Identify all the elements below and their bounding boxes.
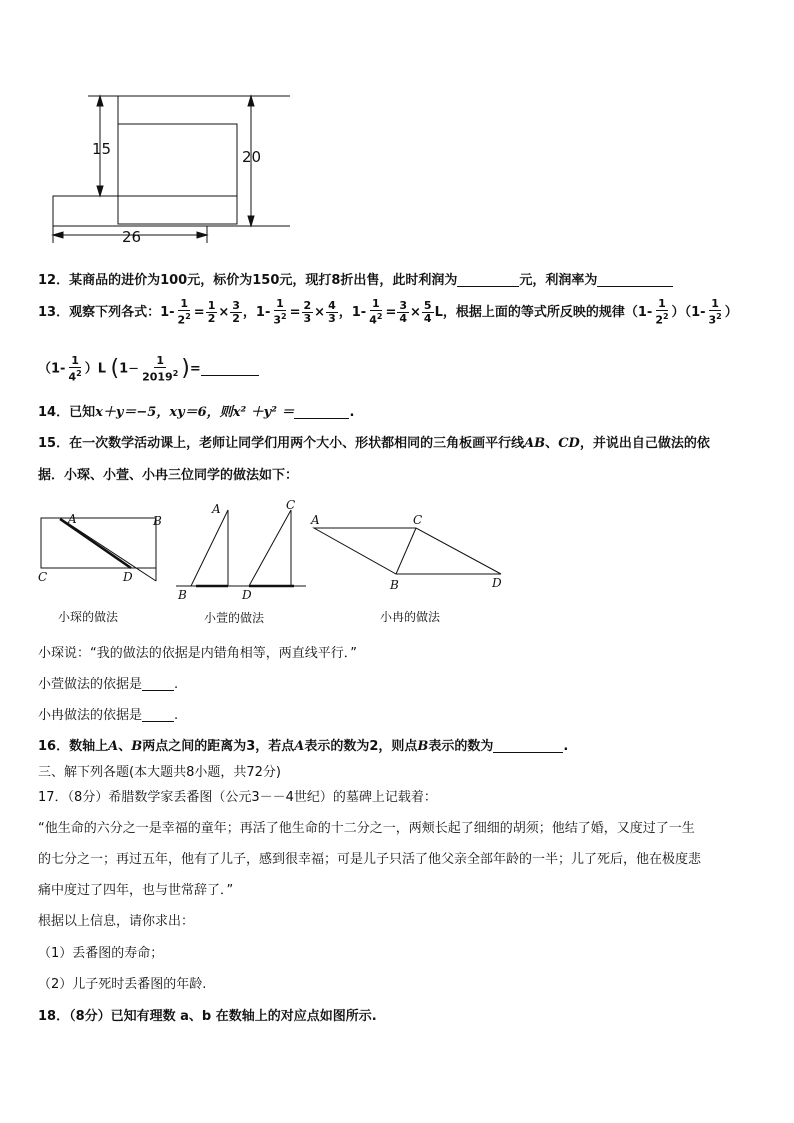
q17-sub-2: （2）儿子死时丢番图的年龄. [38, 977, 207, 992]
q12-blank-profit[interactable] [457, 272, 519, 287]
xuan-basis-blank[interactable] [142, 676, 174, 691]
fraction: $\frac{1}{4^2}$ [369, 297, 383, 327]
fraction: $\frac{3}{2}$ [232, 299, 240, 325]
caption-ran: 小冉的做法 [380, 610, 441, 624]
fraction: $\frac{3}{4}$ [399, 299, 407, 325]
dim-20-label: 20 [242, 148, 262, 166]
question-16: 16．数轴上A、B两点之间的距离为3，若点A表示的数为2，则点B表示的数为 . [38, 739, 569, 754]
xuan-basis: 小萱做法的依据是 . [38, 677, 179, 692]
label-a: A [68, 512, 77, 526]
fraction: $\frac{1}{2^2}$ [655, 297, 669, 327]
dim-15-label: 15 [92, 140, 112, 158]
q17-sub-1: （1）丢番图的寿命； [38, 946, 164, 961]
q14-answer-blank[interactable] [294, 404, 349, 419]
q17-epitaph-3: 痛中度过了四年，也与世常辞了．” [38, 883, 234, 898]
q17-epitaph-2: 的七分之一；再过五年，他有了儿子，感到很幸福；可是儿子只活了他父亲全部年龄的一半；儿了死后，他在极度悲 [38, 852, 702, 867]
section-3-heading: 三、解下列各题(本大题共8小题，共72分) [38, 765, 281, 780]
fraction: $\frac{1}{2}$ [207, 299, 216, 325]
label-a: A [212, 502, 221, 516]
label-d: D [492, 576, 502, 590]
fraction: $\frac{1}{2^2}$ [177, 297, 191, 327]
fraction: $\frac{1}{4^2}$ [68, 353, 82, 384]
q12-blank-rate[interactable] [597, 272, 673, 287]
caption-xuan: 小萱的做法 [204, 611, 265, 625]
chen-statement: 小琛说：“我的做法的依据是内错角相等，两直线平行．” [38, 646, 357, 661]
label-c: C [38, 570, 48, 584]
q17-prompt: 根据以上信息，请你求出： [38, 914, 195, 929]
fraction: $\frac{1}{3^2}$ [708, 297, 722, 327]
ran-basis-blank[interactable] [142, 707, 174, 722]
q13-answer-blank[interactable] [201, 361, 259, 376]
q11-figure [40, 88, 300, 248]
label-b: B [178, 588, 187, 602]
fraction: $\frac{1}{2019^2}$ [142, 353, 179, 384]
label-c: C [286, 498, 296, 512]
question-13: 13．观察下列各式：1- $\frac{1}{2^2}$ = $\frac{1}{2}$ × $\frac{3}{2}$ ，1- $\frac{1}{3^2}$ = $\frac{2}{3}$ × $\frac{4}{3}$ ，1- $\frac{1}{4^2}$ = $\frac{3}{4}$ × $\frac{5}{4}$ L，根据上面的等式所反映的规律（1- $\frac{1}{2^2}$ ）（1- $\frac{1}{3^2}$ ） [38, 297, 738, 327]
question-15-line2: 据．小琛、小萱、小冉三位同学的做法如下： [38, 468, 299, 483]
fraction: $\frac{2}{3}$ [303, 299, 312, 325]
caption-chen: 小琛的做法 [58, 610, 119, 624]
label-b: B [153, 514, 162, 528]
question-15-line1: 15．在一次数学活动课上，老师让同学们用两个大小、形状都相同的三角板画平行线AB、CD，并说出自己做法的依 [38, 436, 710, 451]
ran-basis: 小冉做法的依据是 . [38, 708, 179, 723]
label-a: A [311, 513, 320, 527]
label-d: D [123, 570, 133, 584]
question-13-line2: （1- $\frac{1}{4^2}$ ）L (1− $\frac{1}{2019^2}$ )= [38, 352, 259, 387]
fraction: $\frac{5}{4}$ [423, 299, 432, 325]
question-12: 12．某商品的进价为100元，标价为150元，现打8折出售，此时利润为 元，利润率为 [38, 272, 673, 290]
q17-epitaph-1: “他生命的六分之一是幸福的童年；再活了他生命的十二分之一，两颊长起了细细的胡须；他结了婚，又度过了一生 [38, 821, 695, 836]
q16-answer-blank[interactable] [493, 738, 563, 753]
q15-figures [36, 498, 516, 606]
label-c: C [413, 513, 423, 527]
question-18: 18．（8分）已知有理数 a、b 在数轴上的对应点如图所示. [38, 1009, 377, 1024]
question-14: 14．已知x＋y＝−5，xy＝6，则x² ＋y² ＝ . [38, 405, 355, 420]
label-b: B [390, 578, 399, 592]
dim-26-label: 26 [122, 228, 142, 246]
label-d: D [242, 588, 252, 602]
fraction: $\frac{1}{3^2}$ [273, 297, 287, 327]
question-17-head: 17．（8分）希腊数学家丢番图（公元3－－4世纪）的墓碑上记载着： [38, 790, 437, 805]
fraction: $\frac{4}{3}$ [328, 299, 336, 325]
